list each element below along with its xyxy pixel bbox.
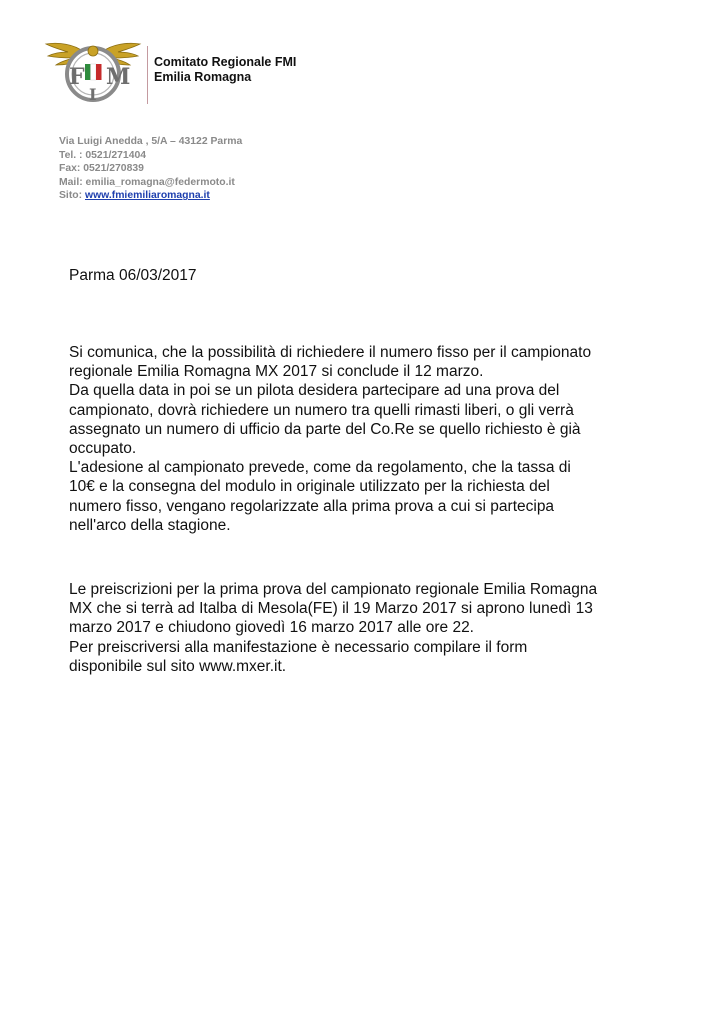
paragraph-line: L'adesione al campionato prevede, come da regolamento, che la tassa di	[69, 459, 571, 477]
paragraph-line: marzo 2017 e chiudono giovedì 16 marzo 2017 alle ore 22.	[69, 619, 474, 637]
fmi-winged-wheel-icon	[44, 34, 142, 106]
letter-paragraph-2	[69, 580, 669, 676]
paragraph-line: MX che si terrà ad Italba di Mesola(FE) il 19 Marzo 2017 si aprono lunedì 13	[69, 600, 593, 618]
org-line-2: Emilia Romagna	[154, 70, 252, 84]
paragraph-line: 10€ e la consegna del modulo in originale utilizzato per la richiesta del	[69, 478, 550, 496]
site-line	[59, 189, 242, 203]
letter-date: Parma 06/03/2017	[69, 267, 197, 284]
site-link[interactable]: www.fmiemiliaromagna.it	[84, 190, 210, 202]
paragraph-line: Da quella data in poi se un pilota desidera partecipare ad una prova del	[69, 382, 560, 400]
letter-paragraph-1	[69, 343, 669, 535]
paragraph-line: nell'arco della stagione.	[69, 516, 231, 534]
fmi-logo	[44, 34, 142, 106]
organization-name	[154, 55, 296, 85]
paragraph-line: campionato, dovrà richiedere un numero tra quelli rimasti liberi, o gli verrà	[69, 401, 574, 419]
svg-text:M: M	[106, 64, 131, 90]
phone-text: Tel. : 0521/271404	[59, 149, 147, 161]
org-line-1: Comitato Regionale FMI	[154, 55, 297, 69]
paragraph-line: occupato.	[69, 440, 137, 458]
paragraph-line: Per preiscriversi alla manifestazione è necessario compilare il form	[69, 638, 528, 656]
paragraph-line: Le preiscrizioni per la prima prova del campionato regionale Emilia Romagna	[69, 581, 598, 598]
mail-text: Mail: emilia_romagna@federmoto.it	[59, 176, 235, 188]
paragraph-line: regionale Emilia Romagna MX 2017 si conclude il 12 marzo.	[69, 363, 484, 381]
svg-text:I: I	[89, 85, 97, 104]
contact-block	[59, 135, 242, 203]
paragraph-line: assegnato un numero di ufficio da parte del Co.Re se quello richiesto è già	[69, 420, 581, 438]
paragraph-line: disponibile sul sito www.mxer.it.	[69, 657, 287, 675]
site-label: Sito:	[59, 190, 85, 202]
svg-text:F: F	[69, 64, 85, 90]
paragraph-line: Si comunica, che la possibilità di richiedere il numero fisso per il campionato	[69, 344, 592, 361]
paragraph-line: numero fisso, vengano regolarizzate alla prima prova a cui si partecipa	[69, 497, 555, 515]
fax-text: Fax: 0521/270839	[59, 163, 144, 175]
address-text: Via Luigi Anedda , 5/A – 43122 Parma	[59, 136, 243, 147]
header-divider	[147, 46, 148, 104]
